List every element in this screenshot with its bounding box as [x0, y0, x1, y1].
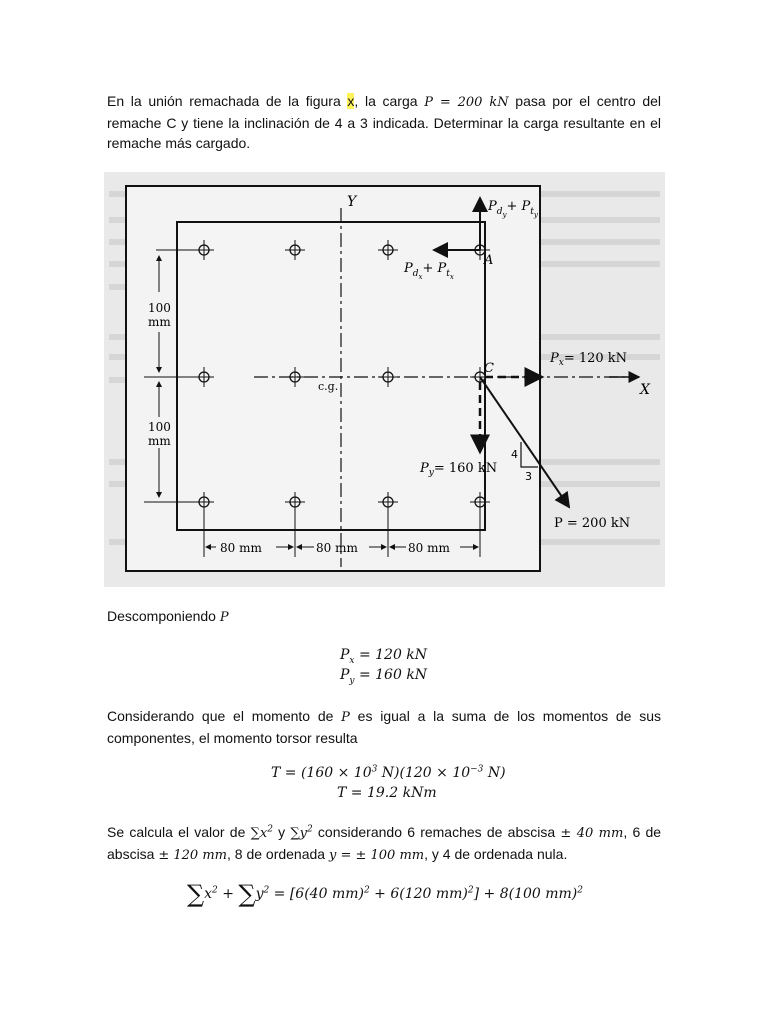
dim-100-bottom-value: 100	[148, 420, 171, 434]
dim-80-1: 80 mm	[220, 541, 262, 555]
intro-text-1: En la unión remachada de la figura	[107, 93, 348, 109]
intro-text-2: , la carga	[354, 93, 425, 109]
slope-label-3: 3	[525, 470, 532, 483]
label-a: A	[484, 253, 494, 268]
figure-ref-highlight: x	[347, 93, 355, 109]
dim-100-top-unit: mm	[148, 315, 171, 329]
force-a-vertical-label: $P_{dy}+ P_{ty}$	[488, 199, 538, 219]
eq-torque-1: $T = (160 \times 10^3$ $N)(120 \times 10^{-3}$ N)	[271, 764, 506, 781]
dim-80-2: 80 mm	[316, 541, 358, 555]
force-a-horizontal-label: $P_{dx}+ P_{tx}$	[404, 261, 454, 281]
intro-text-3: pasa por el centro del remache C y tiene la inclinación de 4 a 3 indicada. Determinar la carga resultante en el remache más cargado.	[107, 93, 661, 151]
moment-paragraph	[107, 706, 661, 748]
y-axis-label: Y	[347, 194, 357, 210]
eq-sum-squares: $\sum x^2 + \sum y^2 = [6(40$ mm)$^2$ + 6(120 mm)$^2$] + 8(100 mm)$^2$	[187, 880, 584, 908]
px-label: $P_x= 120$ kN	[550, 351, 628, 368]
dim-100-bottom-unit: mm	[148, 434, 171, 448]
eq-px: $P_x = 120$ kN	[340, 647, 428, 666]
sum-paragraph: Se calcula el valor de $\sum x^2$ y $\sum y^2$ considerando 6 remaches de abscisa ± 40 mm, 6 de abscisa ± 120 mm, 8 de ordenada y = ± 100 mm, y 4 de ordenada nula.	[107, 824, 662, 863]
intro-load-eq: P = 200 kN	[424, 95, 509, 110]
dim-100-top-value: 100	[148, 301, 171, 315]
intro-paragraph	[107, 91, 661, 153]
riveted-joint-figure	[104, 172, 665, 587]
p-label: P = 200 kN	[554, 516, 631, 531]
label-c: C	[484, 361, 494, 376]
decompose-var: P	[219, 610, 229, 625]
x-axis-label: X	[640, 382, 650, 398]
label-cg: c.g.	[318, 380, 339, 393]
dim-80-3: 80 mm	[408, 541, 450, 555]
moment-text-2: es igual a la suma de los momentos de sus componentes, el momento torsor resulta	[107, 708, 661, 746]
decompose-text: Descomponiendo	[107, 608, 220, 624]
eq-torque-2: T = 19.2 kNm	[337, 785, 437, 801]
slope-label-4: 4	[511, 448, 518, 461]
moment-var: P	[341, 710, 350, 725]
moment-text-1: Considerando que el momento de	[107, 708, 342, 724]
eq-py: $P_y = 160$ kN	[340, 667, 428, 686]
py-label: $P_y= 160$ kN	[420, 461, 498, 478]
decompose-paragraph	[107, 606, 661, 628]
